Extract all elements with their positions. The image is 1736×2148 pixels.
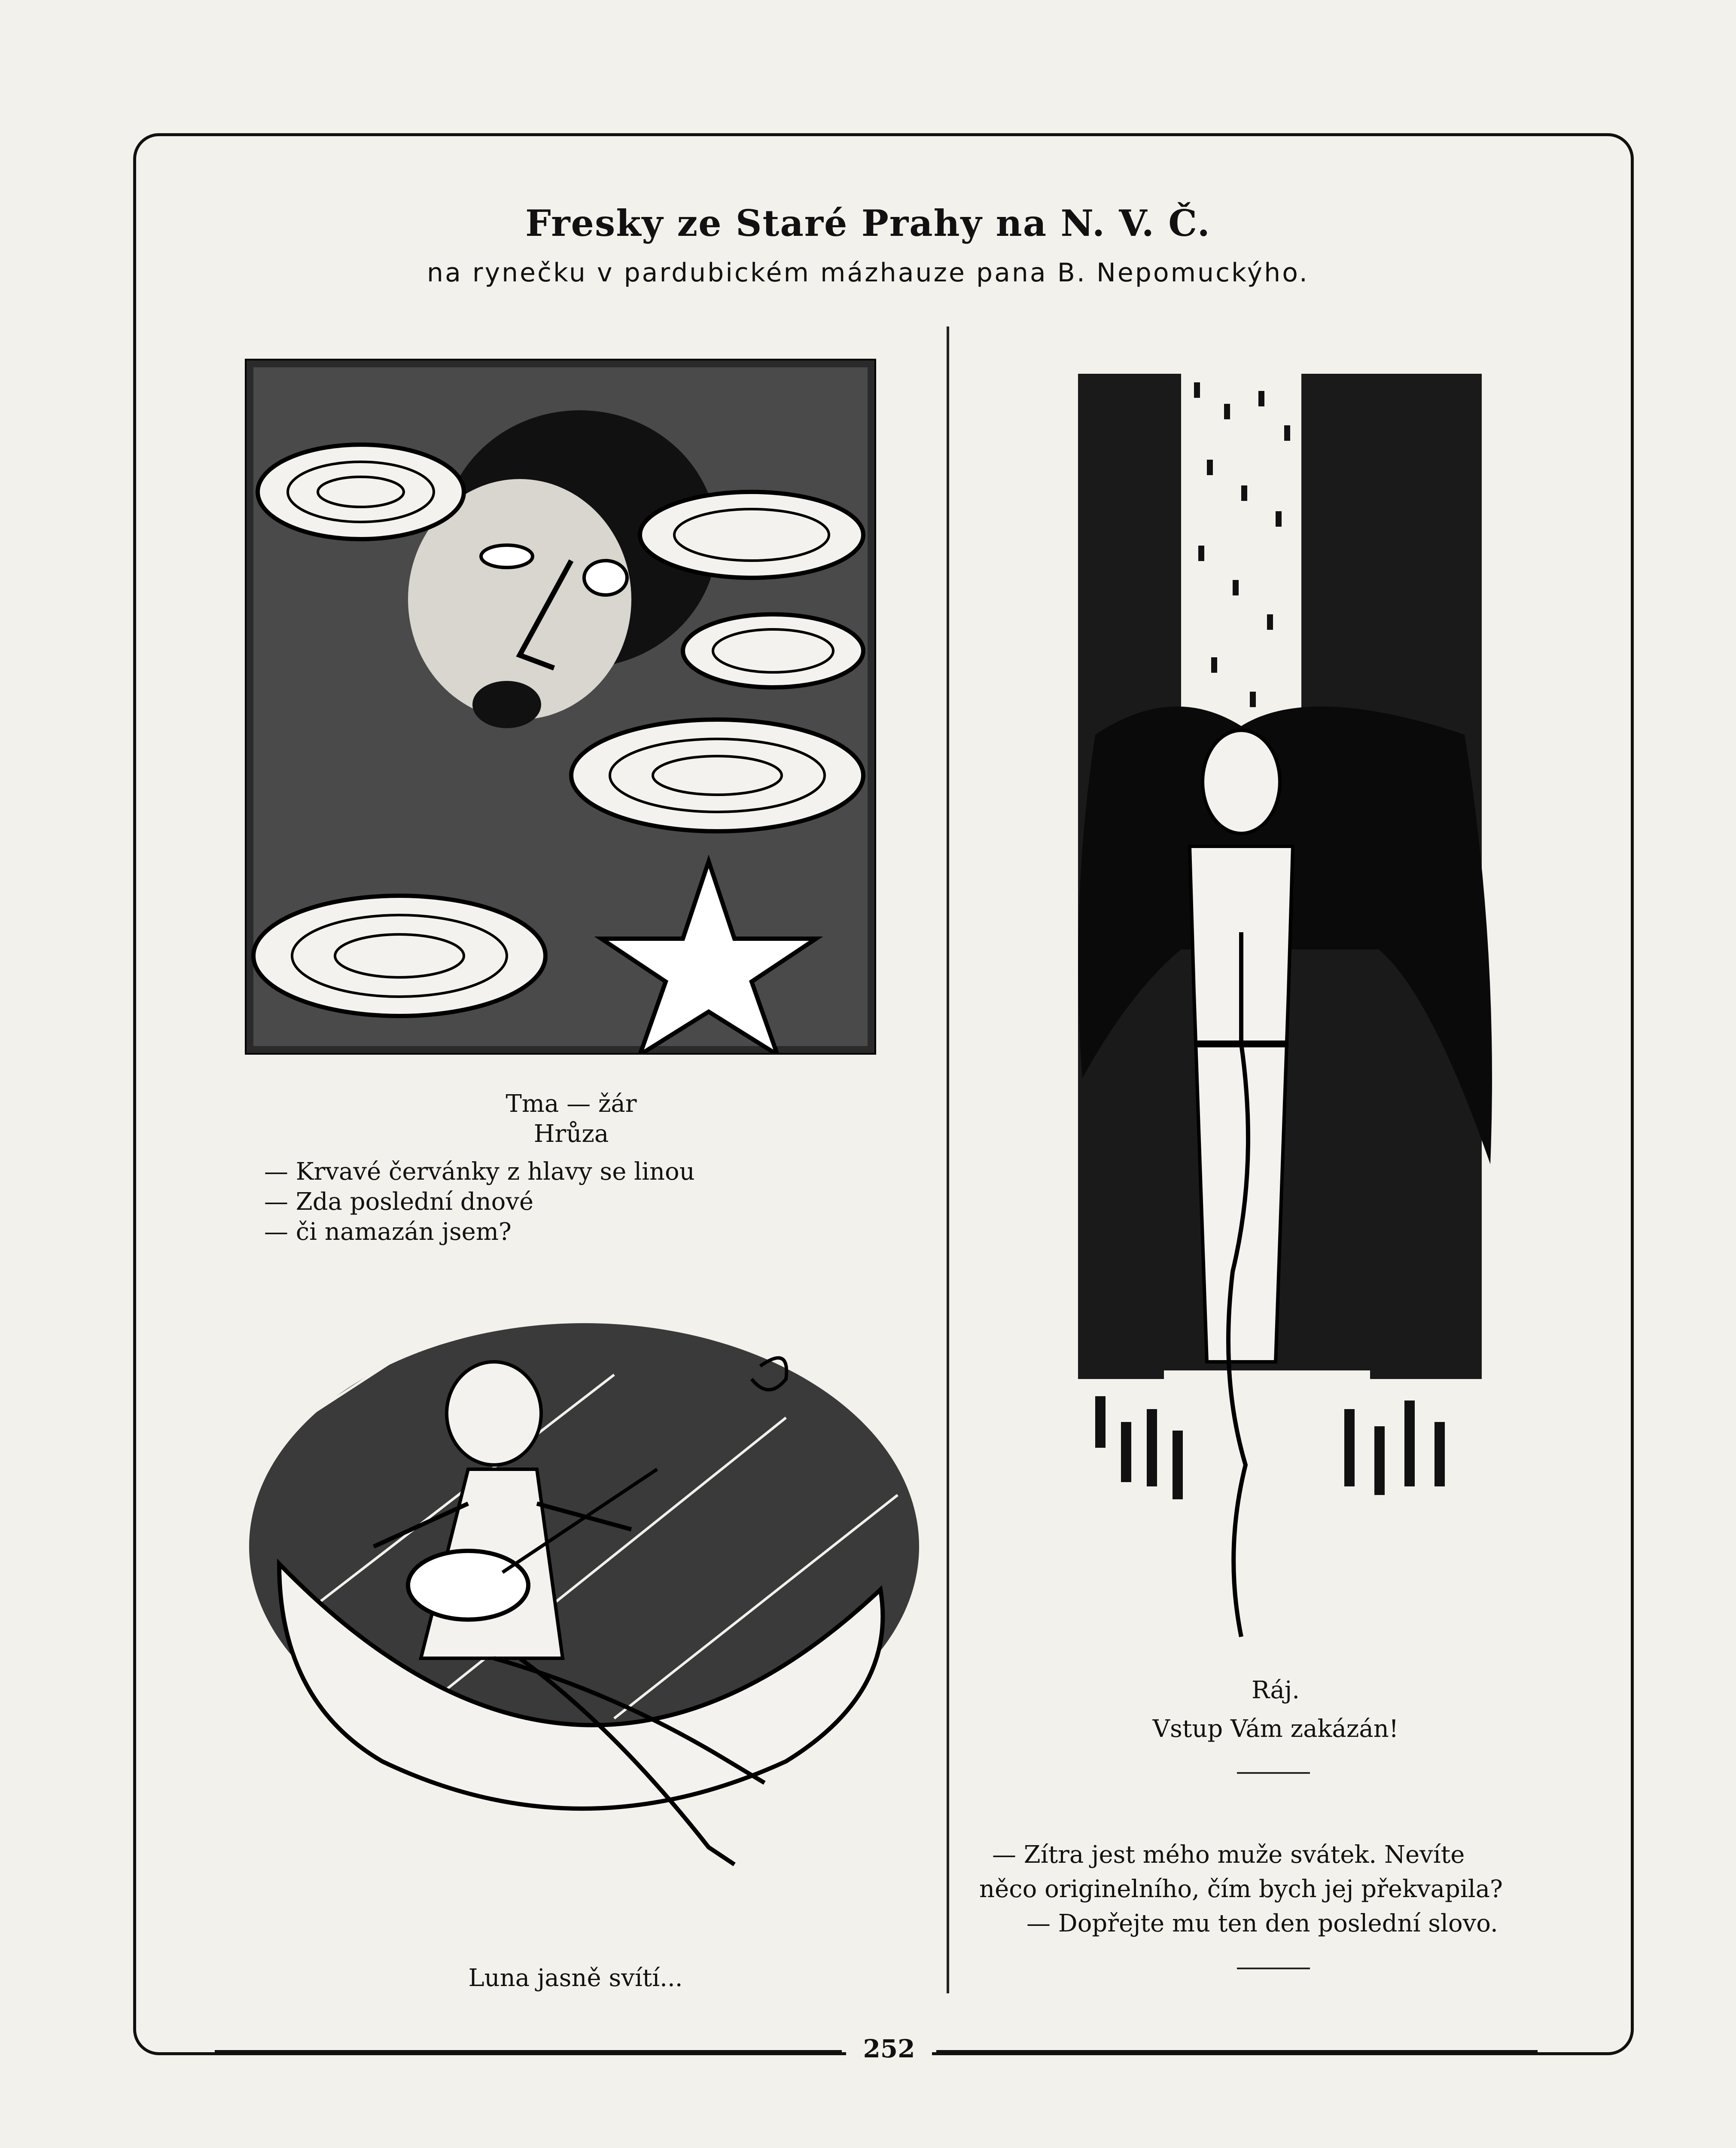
dialog-line-1: — Zítra jest mého muže svátek. Nevíte [992,1841,1465,1869]
footer-line-left [215,2050,842,2053]
poem-line-5: — či namazán jsem? [264,1218,512,1246]
poem-line-3: — Krvavé červánky z hlavy se linou [264,1158,695,1186]
paradise-text: Vstup Vám zakázán! [1152,1715,1399,1743]
page-subtitle: na rynečku v pardubickém mázhauze pana B. Nepomuckýho. [427,258,1309,288]
poem-line-2: Hrůza [533,1120,609,1148]
column-divider [947,326,949,1993]
poem-line-1: Tma — žár [506,1090,637,1118]
woman-sword-illustration [1044,348,1516,1650]
footer-line-right [936,2050,1538,2053]
moon-caption: Luna jasně svítí... [468,1964,683,1992]
poem-line-4: — Zda poslední dnové [264,1188,534,1216]
separator-rule-1 [1237,1772,1310,1774]
separator-rule-2 [1237,1968,1310,1969]
page-number: 252 [846,2034,932,2063]
face-clouds-illustration [245,359,876,1055]
dialog-line-3: — Dopřejte mu ten den poslední slovo. [1026,1910,1498,1937]
dialog-line-2: něco originelního, čím bych jej překvapila? [979,1875,1503,1903]
paradise-title: Ráj. [1252,1676,1300,1704]
page-title: Fresky ze Staré Prahy na N. V. Č. [525,202,1211,244]
mandolin-moon-illustration [228,1306,923,1976]
